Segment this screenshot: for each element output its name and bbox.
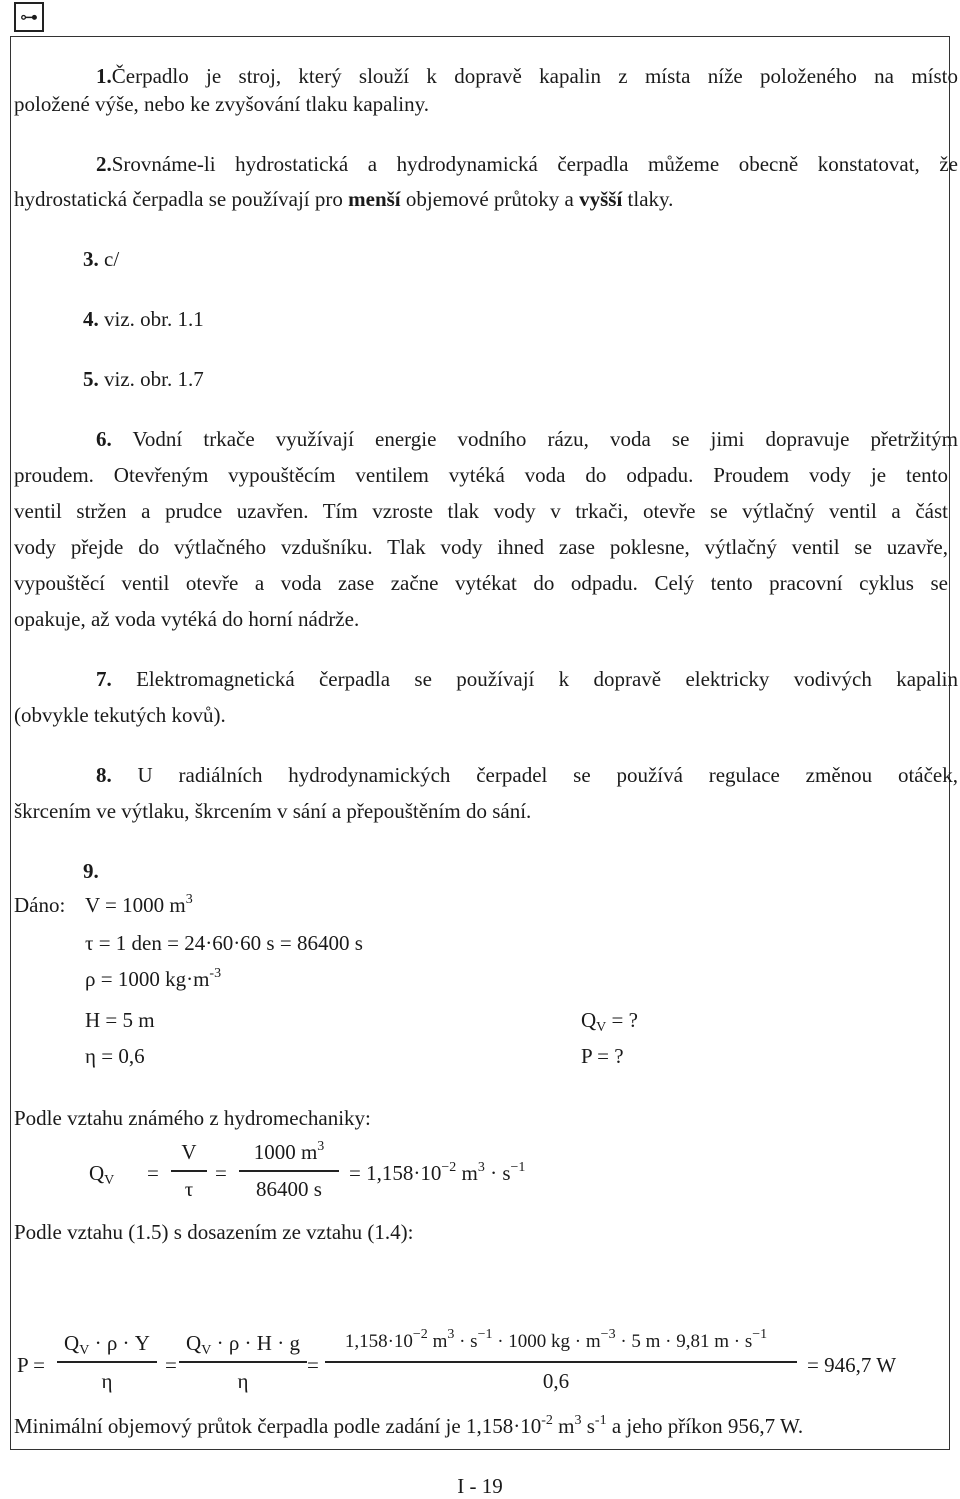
given-rho: ρ = 1000 $kg\cdot m^{-3}$ xyxy=(85,966,222,991)
q8-line2: škrcením ve výtlaku, škrcením v sání a přepouštěním do sání. xyxy=(14,799,532,823)
q9-number: 9. xyxy=(83,859,99,883)
eq2-frac1-num: $Q_V \cdot \rho \cdot Y$ xyxy=(64,1331,150,1358)
q6-line5: vypouštěcí ventil otevře a voda zase začne vytékat do odpadu. Celý tento pracovní cyklus se xyxy=(14,571,948,595)
given-volume: V = 1000 $m^3$ xyxy=(85,892,193,917)
given-tau: τ = 1 den = 24·60·60 s = 86400 s xyxy=(85,931,363,955)
eq1-lhs: $Q_V$ xyxy=(89,1161,115,1188)
eq1-frac1-den: τ xyxy=(184,1177,194,1201)
eq2-equals-2: = xyxy=(307,1353,319,1377)
q2-line1: 2.Srovnáme-li hydrostatická a hydrodynamická čerpadla můžeme obecně konstatovat, že xyxy=(96,152,958,176)
q5-answer: 5. viz. obr. 1.7 xyxy=(83,367,204,391)
eq1-frac2-bar xyxy=(239,1170,339,1172)
q7-line1: 7. Elektromagnetická čerpadla se používají k dopravě elektricky vodivých kapalin xyxy=(96,667,958,691)
q2-line2: hydrostatická čerpadla se používají pro menší objemové průtoky a vyšší tlaky. xyxy=(14,187,674,211)
eq2-equals-1: = xyxy=(165,1353,177,1377)
unknown-flow: $Q_V$ = ? xyxy=(581,1008,638,1035)
q4-answer: 4. viz. obr. 1.1 xyxy=(83,307,204,331)
eq2-frac1-bar xyxy=(57,1361,157,1363)
q6-line2: proudem. Otevřeným vypouštěcím ventilem vytéká voda do odpadu. Proudem vody je tento xyxy=(14,463,948,487)
q1-line1: 1.Čerpadlo je stroj, který slouží k dopravě kapalin z místa níže položeného na místo xyxy=(96,64,958,88)
given-efficiency: η = 0,6 xyxy=(85,1044,145,1068)
q6-line4: vody přejde do výtlačného vzdušníku. Tlak vody ihned zase poklesne, výtlačný ventil se uzavře, xyxy=(14,535,948,559)
q7-line2: (obvykle tekutých kovů). xyxy=(14,703,226,727)
relation-text: Podle vztahu (1.5) s dosazením ze vztahu (1.4): xyxy=(14,1220,414,1244)
eq2-frac3-num: $1,158\cdot 10^{-2}$ $m^3 \cdot s^{-1} \cdot 1000$ kg · $m^{-3} \cdot 5$ m · 9,81 $m \cdot s^{-1}$ xyxy=(344,1327,768,1352)
eq1-frac1-num: V xyxy=(181,1140,197,1164)
eq2-frac2-bar xyxy=(179,1361,307,1363)
eq1-frac1-bar xyxy=(171,1170,207,1172)
eq1-equals: = xyxy=(147,1161,159,1185)
q1-line2: položené výše, nebo ke zvyšování tlaku kapaliny. xyxy=(14,92,430,116)
q6-line1: 6. Vodní trkače využívají energie vodního rázu, voda se jimi dopravuje přetržitým xyxy=(96,427,958,451)
given-height: H = 5 m xyxy=(85,1008,155,1032)
eq1-frac2-den: 86400 s xyxy=(256,1177,322,1201)
q6-line3: ventil stržen a prudce uzavřen. Tím vzroste tlak vody v trkači, otevře se výtlačný ventil a část xyxy=(14,499,948,523)
eq2-frac3-bar xyxy=(325,1361,797,1363)
eq2-result: = 946,7 W xyxy=(807,1353,897,1377)
eq2-frac2-den: η xyxy=(237,1369,249,1393)
content-frame xyxy=(10,36,958,1450)
eq2-frac1-den: η xyxy=(101,1369,113,1393)
hydromechanics-text: Podle vztahu známého z hydromechaniky: xyxy=(14,1106,371,1130)
conclusion: Minimální objemový průtok čerpadla podle zadání je $1,158\cdot 10^{-2}$ $m^3$ $s^{-1}$ a jeho příkon 956,7 W. xyxy=(14,1413,804,1438)
eq1-result: = $1,158\cdot 10^{-2}$ $m^3 \cdot s^{-1}$ xyxy=(349,1160,526,1185)
eq1-frac2-num: 1000 $m^3$ xyxy=(253,1139,325,1164)
eq1-equals-2: = xyxy=(215,1161,227,1185)
eq2-frac3-den: 0,6 xyxy=(542,1369,570,1393)
q3-answer: 3. c/ xyxy=(83,247,120,271)
unknown-power: P = ? xyxy=(581,1044,624,1068)
given-label: Dáno: xyxy=(14,893,66,917)
key-icon: ⊶ xyxy=(14,2,44,32)
eq2-frac2-num: $Q_V \cdot \rho \cdot H \cdot g$ xyxy=(186,1331,300,1358)
q6-line6: opakuje, až voda vytéká do horní nádrže. xyxy=(14,607,360,631)
q8-line1: 8. U radiálních hydrodynamických čerpadel se používá regulace změnou otáček, xyxy=(96,763,958,787)
page-number: I - 19 xyxy=(457,1474,503,1498)
eq2-lhs: P = xyxy=(17,1353,45,1377)
